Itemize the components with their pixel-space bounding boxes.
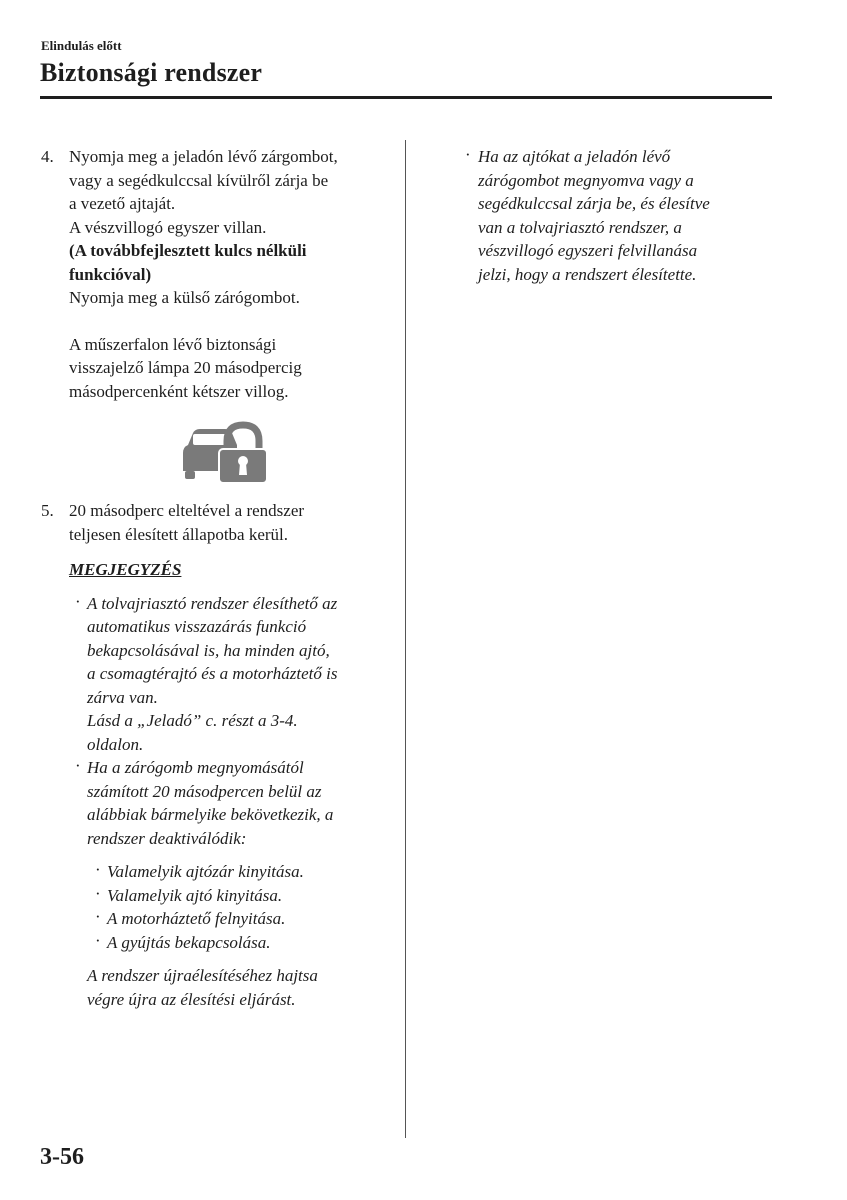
step-number: 4. (41, 147, 54, 166)
step-5-body (69, 499, 386, 546)
page-title: Biztonsági rendszer (40, 58, 263, 87)
step-text-line: Nyomja meg a jeladón lévő zárgombot, (69, 147, 338, 166)
step-text-line: Nyomja meg a külső zárógombot. (69, 288, 300, 307)
step-text-line: a vezető ajtaját. (69, 194, 176, 213)
step-text-line: teljesen élesített állapotba kerül. (69, 524, 289, 544)
section-label: Elindulás előtt (41, 38, 122, 53)
right-note-line: van a tolvajriasztó rendszer, a (478, 217, 682, 237)
spacer (69, 310, 386, 333)
sub-item: · A gyújtás bekapcsolása. (95, 931, 386, 955)
sub-item: · Valamelyik ajtózár kinyitása. (95, 860, 386, 884)
step-number: 5. (41, 501, 54, 520)
note-title: MEGJEGYZÉS (69, 560, 182, 579)
step-4 (41, 145, 386, 403)
note-line: számított 20 másodpercen belül az (87, 781, 322, 801)
sub-list (95, 860, 386, 954)
closing-line: A rendszer újraélesítéséhez hajtsa (87, 966, 318, 985)
note-item (75, 592, 386, 757)
note-line: bekapcsolásával is, ha minden ajtó, (87, 640, 330, 660)
right-note-line: segédkulccsal zárja be, és élesítve (478, 194, 710, 213)
note-line: alábbiak bármelyike bekövetkezik, a (87, 805, 334, 824)
note-line: Lásd a „Jeladó” c. részt a 3-4. (87, 711, 298, 730)
step-text-line: A vészvillogó egyszer villan. (69, 217, 267, 237)
right-note-item (462, 145, 762, 286)
step-bold-line: funkcióval) (69, 264, 152, 284)
right-note-line: · Ha az ajtókat a jeladón lévő (478, 147, 671, 166)
note-line: a csomagtérajtó és a motorháztető is (87, 664, 338, 683)
security-indicator-lock-icon (181, 421, 269, 485)
note-line: rendszer deaktiválódik: (87, 828, 247, 848)
right-note-line: vészvillogó egyszeri felvillanása (478, 241, 698, 260)
note-line: · A tolvajriasztó rendszer élesíthető az (87, 593, 338, 613)
note-line: oldalon. (87, 734, 144, 754)
sub-item: · Valamelyik ajtó kinyitása. (95, 884, 386, 908)
left-column (41, 145, 386, 1011)
security-indicator-lock-icon-svg (181, 421, 269, 485)
note-line: · Ha a zárógomb megnyomásától (87, 758, 304, 777)
step-text-line: vagy a segédkulccsal kívülről zárja be (69, 170, 329, 190)
page-number: 3-56 (40, 1144, 84, 1170)
step-text-line: 20 másodperc elteltével a rendszer (69, 501, 305, 520)
note-line: zárva van. (87, 687, 158, 707)
step-text-line: visszajelző lámpa 20 másodpercig (69, 358, 302, 377)
step-text-line: A műszerfalon lévő biztonsági (69, 334, 277, 354)
step-text-line: másodpercenként kétszer villog. (69, 381, 289, 401)
step-bold-line: (A továbbfejlesztett kulcs nélküli (69, 241, 307, 260)
note-item (75, 756, 386, 1011)
sub-item: · A motorháztető felnyitása. (95, 907, 386, 931)
title-rule (40, 96, 772, 99)
right-note-line: jelzi, hogy a rendszert élesítette. (478, 264, 697, 284)
column-divider (405, 140, 406, 1138)
step-4-body (69, 145, 386, 403)
note-list (75, 592, 386, 1012)
right-note-line: zárógombot megnyomva vagy a (478, 170, 694, 190)
step-5 (41, 499, 386, 546)
note-line: automatikus visszazárás funkció (87, 617, 307, 636)
right-column (462, 145, 762, 286)
closing-line: végre újra az élesítési eljárást. (87, 989, 296, 1009)
